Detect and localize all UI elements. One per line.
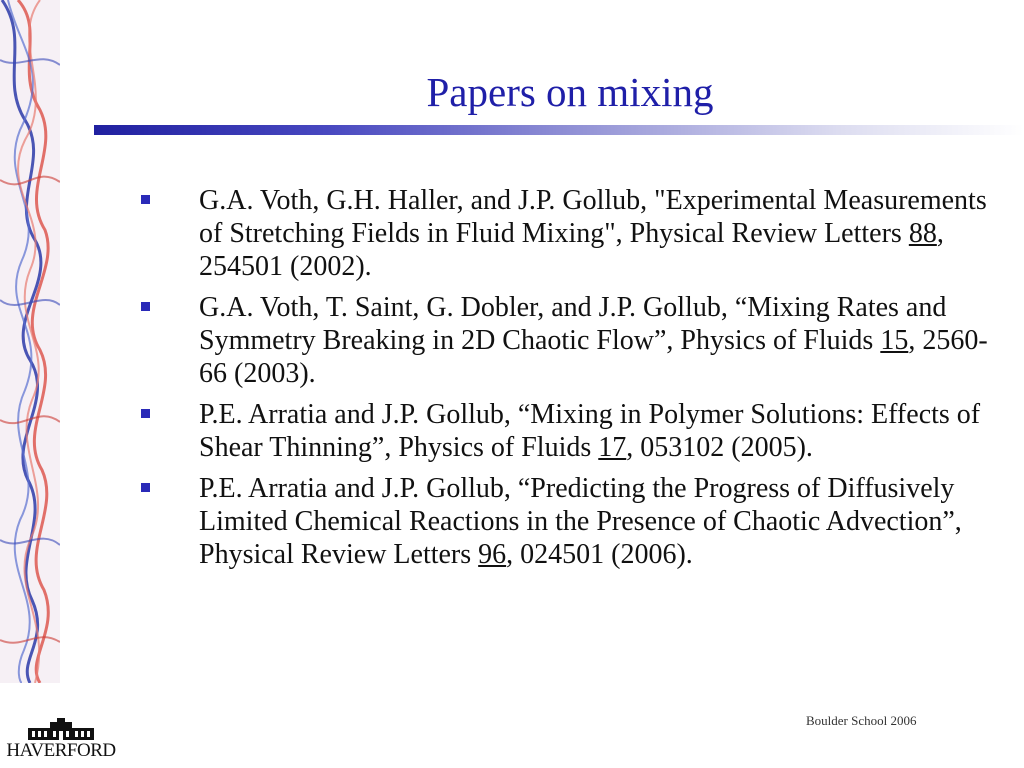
reference-item — [140, 291, 990, 390]
reference-volume: 96 — [478, 539, 507, 570]
reference-volume: 17 — [598, 432, 627, 463]
reference-volume: 88 — [908, 218, 937, 249]
reference-details: , 053102 (2005). — [626, 432, 813, 463]
bullet-square-icon — [141, 195, 150, 204]
reference-details: , 2560-66 (2003). — [199, 325, 988, 389]
bullet-square-icon — [141, 409, 150, 418]
reference-text: P.E. Arratia and J.P. Gollub, “Mixing in Polymer Solutions: Effects of Shear Thinning”, Physics of Fluids — [199, 399, 981, 463]
reference-text: G.A. Voth, T. Saint, G. Dobler, and J.P. Gollub, “Mixing Rates and Symmetry Breaking in 2D Chaotic Flow”, Physics of Fluids — [199, 292, 947, 356]
title-underline-rule — [94, 125, 1024, 135]
logo-wordmark: HAVERFORD — [6, 740, 116, 761]
slide-title: Papers on mixing — [426, 69, 714, 115]
reference-volume: 15 — [880, 325, 909, 356]
bullet-square-icon — [141, 302, 150, 311]
reference-item — [140, 398, 990, 464]
haverford-logo — [6, 718, 116, 766]
reference-text: P.E. Arratia and J.P. Gollub, “Predicting the Progress of Diffusively Limited Chemical Reactions in the Presence of Chaotic Advection”, Physical Review Letters — [199, 473, 962, 570]
reference-item — [140, 184, 990, 283]
bullet-square-icon — [141, 483, 150, 492]
college-building-icon — [6, 718, 116, 742]
mixing-flow-image-strip — [0, 0, 60, 683]
reference-item — [140, 472, 990, 571]
reference-text: G.A. Voth, G.H. Haller, and J.P. Gollub, "Experimental Measurements of Stretching Fields in Fluid Mixing", Physical Review Letters — [199, 185, 987, 249]
reference-list — [140, 184, 990, 579]
reference-details: , 024501 (2006). — [506, 539, 693, 570]
reference-details: , 254501 (2002). — [199, 218, 944, 282]
mixing-flow-illustration — [0, 0, 60, 683]
footer-caption: Boulder School 2006 — [806, 713, 917, 728]
